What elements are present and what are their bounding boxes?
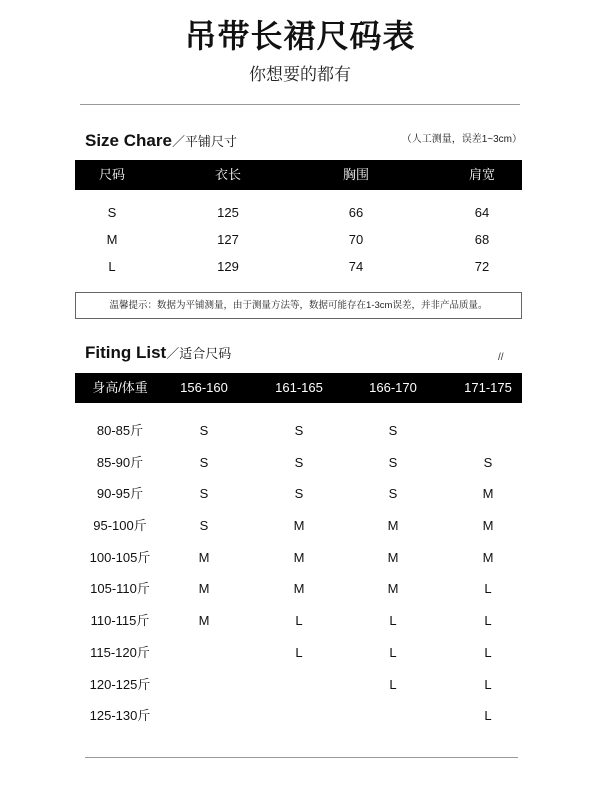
fit-row xyxy=(75,545,522,571)
fit-size-cell xyxy=(354,703,432,729)
fit-size-cell: M xyxy=(387,550,399,565)
column-header-shoulder: 肩宽 xyxy=(468,167,495,182)
fit-size-cell: L xyxy=(484,645,492,660)
size-chart-heading xyxy=(85,129,237,153)
size-row xyxy=(75,200,522,226)
fit-size-cell: S xyxy=(294,455,304,470)
fit-size-cell: M xyxy=(482,486,494,501)
fit-size-cell: S xyxy=(388,455,398,470)
fitting-list-heading-cn: ／适合尺码 xyxy=(166,346,232,361)
fit-size-cell: S xyxy=(294,486,304,501)
top-divider xyxy=(80,104,520,105)
column-header-bust: 胸围 xyxy=(342,167,369,182)
fit-size-cell: S xyxy=(483,455,493,470)
column-header-height-range: 161-165 xyxy=(275,380,323,395)
fit-row xyxy=(75,513,522,539)
size-chart-header xyxy=(75,160,522,190)
size-chart-heading-en: Size Chare xyxy=(85,131,172,150)
fit-row xyxy=(75,672,522,698)
fit-size-cell xyxy=(260,703,338,729)
size-value: 72 xyxy=(474,259,490,274)
fit-size-cell: M xyxy=(198,613,210,628)
fit-size-cell xyxy=(165,640,243,666)
measure-note: （人工测量，误差1~3cm） xyxy=(401,134,522,145)
fit-size-cell xyxy=(449,418,527,444)
fitting-list-header xyxy=(75,373,522,403)
column-header-height-range: 156-160 xyxy=(180,380,228,395)
size-value: 66 xyxy=(348,205,364,220)
fit-size-cell: L xyxy=(484,581,492,596)
fit-size-cell: M xyxy=(293,581,305,596)
size-row xyxy=(75,227,522,253)
fit-size-cell: M xyxy=(387,518,399,533)
fit-size-cell: L xyxy=(295,645,303,660)
size-value: 125 xyxy=(217,205,239,220)
fit-size-cell: M xyxy=(198,581,210,596)
size-row xyxy=(75,254,522,280)
fit-size-cell: S xyxy=(294,423,304,438)
fit-size-cell: M xyxy=(198,550,210,565)
fit-size-cell: S xyxy=(199,423,209,438)
fit-size-cell: M xyxy=(387,581,399,596)
fit-size-cell: S xyxy=(199,486,209,501)
fit-size-cell: L xyxy=(484,708,492,723)
fit-size-cell xyxy=(260,672,338,698)
size-value: 68 xyxy=(474,232,490,247)
fit-size-cell: S xyxy=(388,486,398,501)
page-title: 吊带长裙尺码表 xyxy=(184,18,416,54)
fit-size-cell: L xyxy=(389,613,397,628)
column-header-size: 尺码 xyxy=(98,167,125,182)
fit-size-cell: M xyxy=(293,550,305,565)
weight-label: 85-90斤 xyxy=(96,455,144,470)
weight-label: 115-120斤 xyxy=(90,645,150,660)
fit-size-cell: S xyxy=(199,518,209,533)
tip-box: 温馨提示：数据为平铺测量，由于测量方法等，数据可能存在1-3cm误差，并非产品质量。 xyxy=(75,292,522,319)
fit-row xyxy=(75,608,522,634)
size-label: S xyxy=(107,205,117,220)
weight-label: 100-105斤 xyxy=(89,550,151,565)
weight-label: 120-125斤 xyxy=(89,677,151,692)
fit-row xyxy=(75,576,522,602)
fit-size-cell: M xyxy=(482,550,494,565)
size-value: 129 xyxy=(217,259,239,274)
weight-label: 95-100斤 xyxy=(93,518,147,533)
fit-size-cell: L xyxy=(295,613,303,628)
size-label: L xyxy=(108,259,116,274)
fitting-list-heading xyxy=(85,341,231,365)
fit-size-cell: S xyxy=(388,423,398,438)
size-chart-heading-cn: ／平铺尺寸 xyxy=(171,134,237,149)
column-header-height-weight: 身高/体重 xyxy=(92,380,148,395)
column-header-height-range: 166-170 xyxy=(369,380,417,395)
fit-size-cell: M xyxy=(482,518,494,533)
size-label: M xyxy=(106,232,118,247)
size-value: 127 xyxy=(217,232,239,247)
fit-size-cell: L xyxy=(484,613,492,628)
fit-size-cell: L xyxy=(389,645,397,660)
bottom-divider xyxy=(85,757,518,758)
fit-row xyxy=(75,703,522,729)
fit-size-cell: L xyxy=(389,677,397,692)
size-value: 74 xyxy=(348,259,364,274)
weight-label: 125-130斤 xyxy=(89,708,151,723)
weight-label: 90-95斤 xyxy=(96,486,144,501)
weight-label: 110-115斤 xyxy=(90,613,150,628)
size-value: 70 xyxy=(348,232,364,247)
fit-row xyxy=(75,450,522,476)
weight-label: 105-110斤 xyxy=(90,581,150,596)
fit-row xyxy=(75,640,522,666)
fit-size-cell: M xyxy=(293,518,305,533)
fit-row xyxy=(75,418,522,444)
weight-label: 80-85斤 xyxy=(96,423,144,438)
column-header-height-range: 171-175 xyxy=(464,380,512,395)
fitting-list-heading-en: Fiting List xyxy=(85,343,167,362)
size-value: 64 xyxy=(474,205,490,220)
column-header-length: 衣长 xyxy=(214,167,241,182)
fit-size-cell: S xyxy=(199,455,209,470)
slash-mark: // xyxy=(498,352,504,363)
fit-size-cell: L xyxy=(484,677,492,692)
fit-size-cell xyxy=(165,703,243,729)
page-subtitle: 你想要的都有 xyxy=(249,65,351,84)
fit-size-cell xyxy=(165,672,243,698)
fit-row xyxy=(75,481,522,507)
